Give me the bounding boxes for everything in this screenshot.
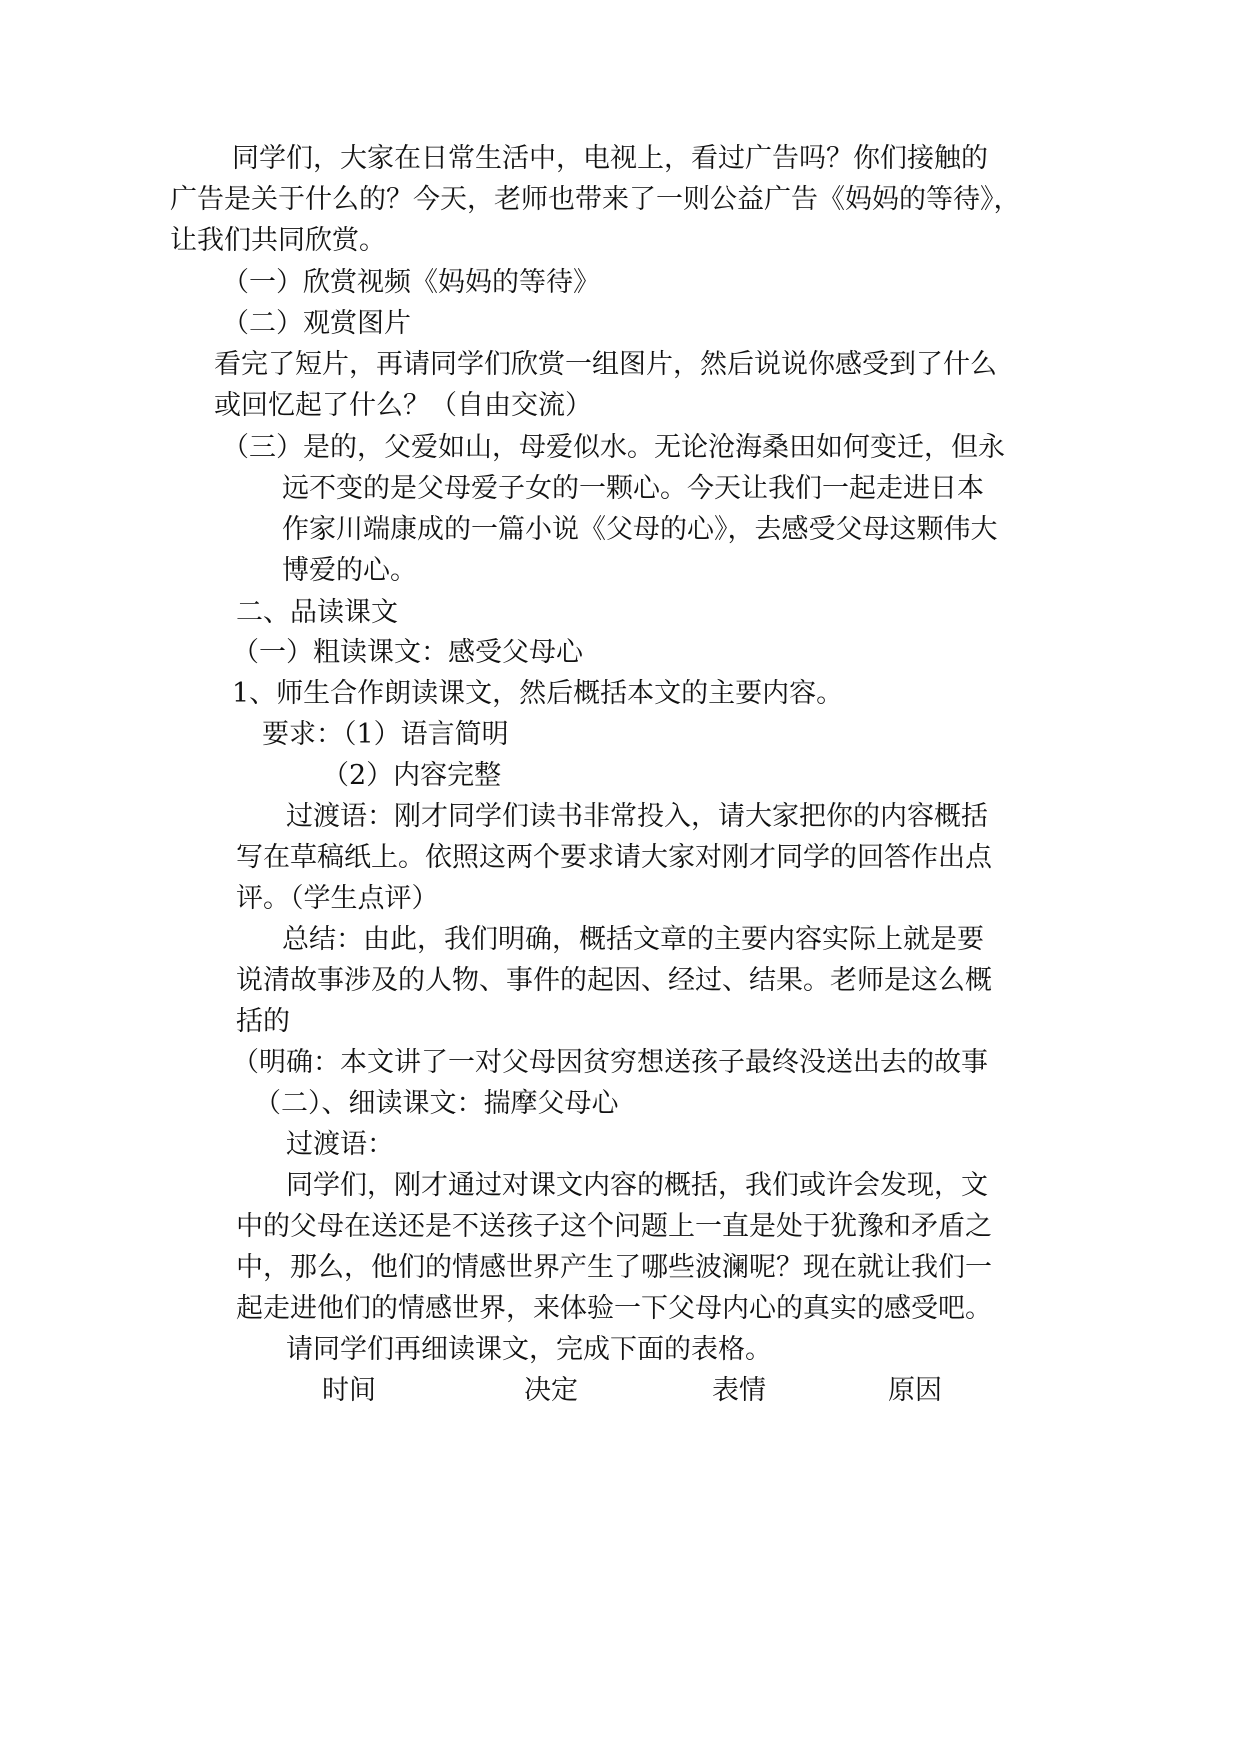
paragraph-line: 或回忆起了什么？（自由交流） <box>214 390 592 421</box>
paragraph-line: 起走进他们的情感世界，来体验一下父母内心的真实的感受吧。 <box>236 1293 992 1324</box>
paragraph-line: 写在草稿纸上。依照这两个要求请大家对刚才同学的回答作出点 <box>236 842 992 873</box>
paragraph-line: 作家川端康成的一篇小说《父母的心》，去感受父母这颗伟大 <box>282 514 998 545</box>
paragraph-line: 请同学们再细读课文，完成下面的表格。 <box>286 1334 772 1365</box>
paragraph-line: 中，那么，他们的情感世界产生了哪些波澜呢？现在就让我们一 <box>236 1252 992 1283</box>
section-heading: （一）粗读课文：感受父母心 <box>232 637 583 668</box>
paragraph-line: 1、师生合作朗读课文，然后概括本文的主要内容。 <box>232 678 844 709</box>
paragraph-line: 中的父母在送还是不送孩子这个问题上一直是处于犹豫和矛盾之 <box>236 1211 992 1242</box>
paragraph-line: 要求：（1）语言简明 <box>262 719 509 750</box>
table-header-cell: 表情 <box>712 1375 766 1406</box>
paragraph-line: 看完了短片，再请同学们欣赏一组图片，然后说说你感受到了什么 <box>214 349 997 380</box>
paragraph-line: 说清故事涉及的人物、事件的起因、经过、结果。老师是这么概 <box>236 965 992 996</box>
paragraph-line: 广告是关于什么的？今天，老师也带来了一则公益广告《妈妈的等待》， <box>170 184 1021 215</box>
paragraph-line: 同学们，刚才通过对课文内容的概括，我们或许会发现，文 <box>286 1170 988 1201</box>
section-heading: （二）观赏图片 <box>222 308 411 339</box>
table-header-cell: 原因 <box>888 1375 942 1406</box>
paragraph-line: 过渡语： <box>286 1129 394 1160</box>
paragraph-line: 远不变的是父母爱子女的一颗心。今天让我们一起走进日本 <box>282 473 984 504</box>
paragraph-line: 博爱的心。 <box>282 555 417 586</box>
paragraph-line: （2）内容完整 <box>322 760 502 791</box>
section-heading: （二）、细读课文：揣摩父母心 <box>254 1088 619 1119</box>
paragraph-line: 总结：由此，我们明确，概括文章的主要内容实际上就是要 <box>282 924 984 955</box>
table-header-cell: 决定 <box>524 1375 578 1406</box>
paragraph-line: 同学们，大家在日常生活中，电视上，看过广告吗？你们接触的 <box>232 143 988 174</box>
paragraph-line: （三）是的，父爱如山，母爱似水。无论沧海桑田如何变迁，但永 <box>222 432 1005 463</box>
paragraph-line: 让我们共同欣赏。 <box>170 225 386 256</box>
paragraph-line: 评。（学生点评） <box>236 883 439 914</box>
section-heading: 二、品读课文 <box>236 597 398 628</box>
table-header-cell: 时间 <box>322 1375 376 1406</box>
section-heading: （一）欣赏视频《妈妈的等待》 <box>222 267 600 298</box>
paragraph-line: （明确：本文讲了一对父母因贫穷想送孩子最终没送出去的故事 <box>232 1047 988 1078</box>
paragraph-line: 过渡语：刚才同学们读书非常投入，请大家把你的内容概括 <box>286 801 988 832</box>
paragraph-line: 括的 <box>236 1006 290 1037</box>
